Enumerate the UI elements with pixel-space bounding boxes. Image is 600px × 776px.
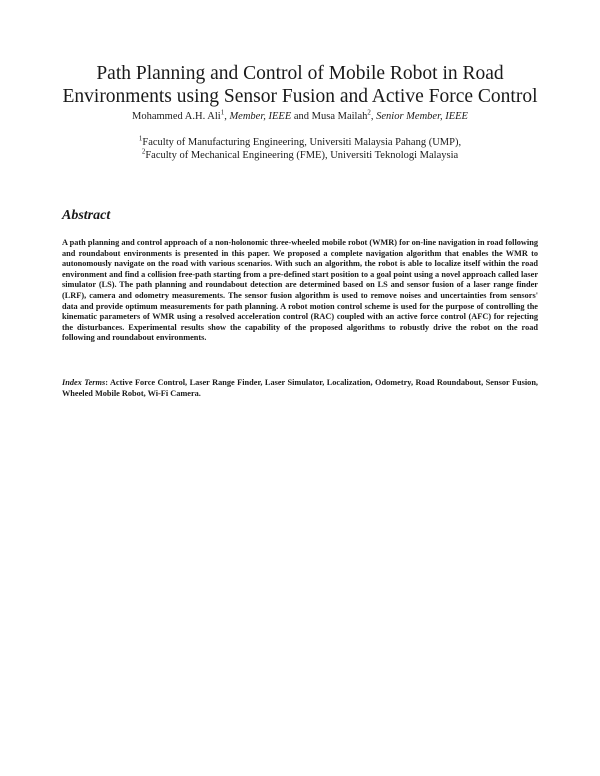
- author-and: and: [291, 111, 312, 122]
- affiliation-1-text: Faculty of Manufacturing Engineering, Universiti Malaysia Pahang (UMP),: [142, 137, 462, 148]
- affiliation-2: [0, 149, 600, 162]
- affiliation-1: [0, 136, 600, 149]
- author-separator-2: ,: [370, 111, 377, 122]
- affiliation-1-sup: 1: [138, 134, 143, 143]
- title-line-2: Environments using Sensor Fusion and Active Force Control: [62, 86, 538, 107]
- index-terms: [62, 378, 538, 399]
- title-line-1: Path Planning and Control of Mobile Robot in Road: [96, 63, 504, 84]
- author-separator-1: ,: [224, 111, 230, 122]
- author-2-sup: 2: [367, 108, 371, 117]
- author-2-name: Musa Mailah: [311, 111, 368, 122]
- author-line: [0, 110, 600, 124]
- abstract-body: A path planning and control approach of a non-holonomic three-wheeled mobile robot (WMR) for on-line navigation in road following and roundabout environments is presented in this paper. We proposed a complete navigation algorithm that enables the WMR to autonomously navigate on the road with various scenarios. With such an algorithm, the robot is able to localize itself within the road environment and find a collision free-path starting from a pre-defined start position to a goal point using a novel approach called laser simulator (LS). The path planning and roundabout detection are determined based on LS and sensor fusion of a laser range finder (LRF), camera and odometry measurements. The sensor fusion algorithm is used to remove noises and uncertainties from sensors' data and provide optimum measurements for path planning. A robot motion control scheme is used for the purpose of controlling the kinematic parameters of WMR using a resolved acceleration control (RAC) coupled with an active force control (AFC) for rejecting the disturbances. Experimental results show the capability of the proposed algorithms to robustly drive the robot on the road following and roundabout environments.: [62, 238, 538, 343]
- abstract-heading: Abstract: [62, 208, 111, 223]
- affiliation-2-sup: 2: [141, 147, 146, 156]
- affiliation-2-text: Faculty of Mechanical Engineering (FME), Universiti Teknologi Malaysia: [145, 150, 459, 161]
- affiliations: [0, 136, 600, 162]
- author-2-role: Senior Member, IEEE: [376, 111, 468, 122]
- author-1-name: Mohammed A.H. Ali: [132, 111, 221, 122]
- index-terms-label: Index Terms: [62, 378, 106, 387]
- author-1-sup: 1: [220, 108, 225, 117]
- author-1-role: Member, IEEE: [229, 111, 292, 122]
- paper-title: [0, 62, 600, 108]
- index-terms-text: : Active Force Control, Laser Range Finder, Laser Simulator, Localization, Odometry, Road Roundabout, Sensor Fusion, Wheeled Mobile Robot, Wi-Fi Camera.: [62, 378, 539, 398]
